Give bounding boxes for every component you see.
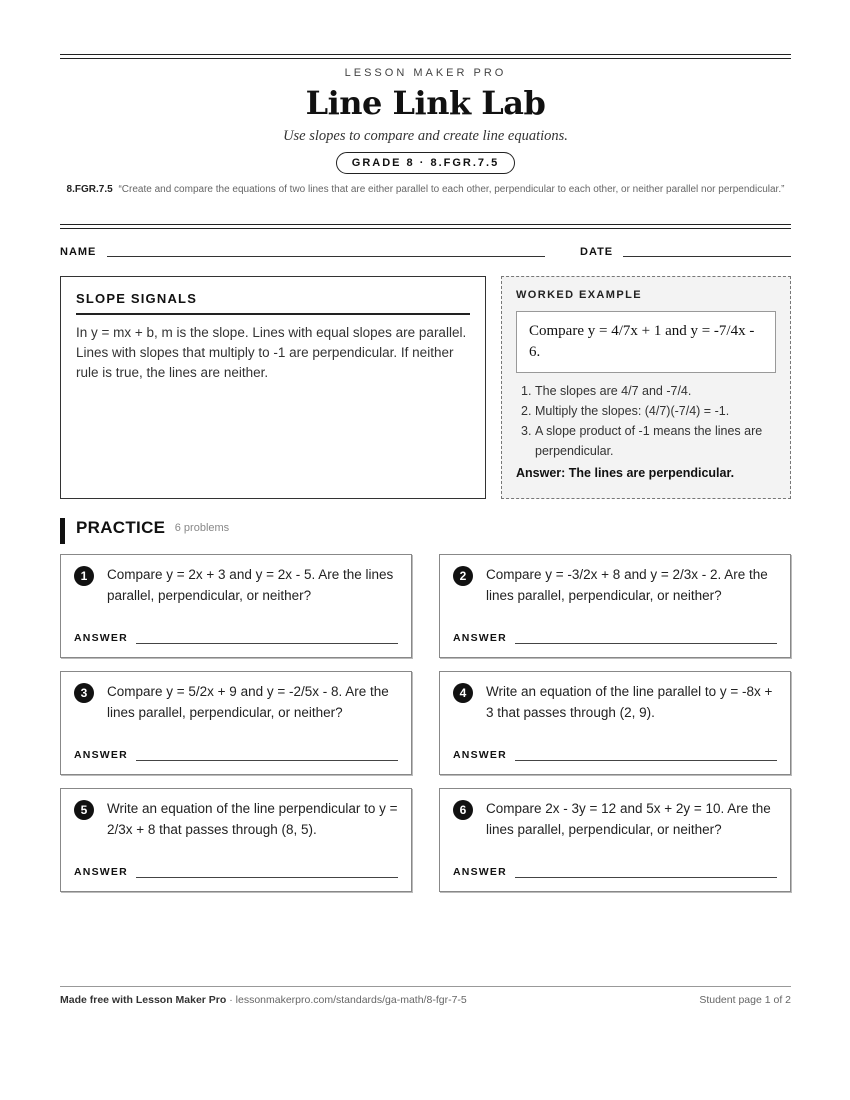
footer-divider xyxy=(60,986,791,987)
answer-label: ANSWER xyxy=(453,632,507,644)
worked-example-step: 3. A slope product of -1 means the lines are perpendicular. xyxy=(521,424,763,458)
problem-number-badge: 6 xyxy=(453,800,473,820)
name-date-row xyxy=(60,244,791,260)
answer-label: ANSWER xyxy=(74,749,128,761)
footer xyxy=(60,994,791,1006)
problem-card-1 xyxy=(60,554,412,658)
practice-title: PRACTICE xyxy=(76,518,166,537)
slope-signals-body: In y = mx + b, m is the slope. Lines with equal slopes are parallel. Lines with slopes that multiply to -1 are perpendicular. If neither rule is true, the lines are neither. xyxy=(76,325,467,380)
answer-field[interactable] xyxy=(515,760,777,761)
worked-example-heading: WORKED EXAMPLE xyxy=(516,289,642,301)
answer-label: ANSWER xyxy=(74,866,128,878)
slope-signals-box xyxy=(60,276,486,499)
answer-label: ANSWER xyxy=(453,749,507,761)
slope-signals-heading: SLOPE SIGNALS xyxy=(76,291,470,315)
brand-name: LESSON MAKER PRO xyxy=(344,67,507,79)
problem-number-badge: 3 xyxy=(74,683,94,703)
answer-field[interactable] xyxy=(136,877,398,878)
grade-badge: GRADE 8 · 8.FGR.7.5 xyxy=(336,152,515,174)
problem-card-4 xyxy=(439,671,791,775)
answer-label: ANSWER xyxy=(74,632,128,644)
problem-question: Write an equation of the line perpendicular to y = 2/3x + 8 that passes through (8, 5). xyxy=(107,801,398,837)
standard-text: “Create and compare the equations of two lines that are either parallel to each other, perpendicular to each other, or neither parallel nor perpendicular.” xyxy=(118,184,785,195)
worked-example-step: 1. The slopes are 4/7 and -7/4. xyxy=(521,384,692,398)
problem-question: Write an equation of the line parallel to y = -8x + 3 that passes through (2, 9). xyxy=(486,684,773,720)
problem-question: Compare y = 2x + 3 and y = 2x - 5. Are the lines parallel, perpendicular, or neither? xyxy=(107,567,394,603)
worked-example-step: 2. Multiply the slopes: (4/7)(-7/4) = -1. xyxy=(521,404,730,418)
problem-card-3 xyxy=(60,671,412,775)
problem-number-badge: 2 xyxy=(453,566,473,586)
answer-field[interactable] xyxy=(515,643,777,644)
header-bottom-double-rule xyxy=(60,224,791,229)
problem-question: Compare y = -3/2x + 8 and y = 2/3x - 2. Are the lines parallel, perpendicular, or neither? xyxy=(486,567,768,603)
standard-code: 8.FGR.7.5 xyxy=(66,184,113,195)
answer-field[interactable] xyxy=(136,643,398,644)
worksheet-page xyxy=(60,0,791,1100)
worked-example-answer: Answer: The lines are perpendicular. xyxy=(516,466,735,480)
footer-page-number: Student page 1 of 2 xyxy=(699,994,791,1006)
problem-card-5 xyxy=(60,788,412,892)
problem-question: Compare 2x - 3y = 12 and 5x + 2y = 10. Are the lines parallel, perpendicular, or neither? xyxy=(486,801,771,837)
practice-count: 6 problems xyxy=(174,522,230,534)
answer-label: ANSWER xyxy=(453,866,507,878)
worked-example-box xyxy=(501,276,791,499)
answer-field[interactable] xyxy=(515,877,777,878)
problem-number-badge: 5 xyxy=(74,800,94,820)
worked-example-steps xyxy=(516,381,776,461)
footer-url[interactable]: · lessonmakerpro.com/standards/ga-math/8-fgr-7-5 xyxy=(226,994,467,1006)
worksheet-subtitle: Use slopes to compare and create line equations. xyxy=(283,128,568,144)
name-field[interactable] xyxy=(107,256,545,257)
problem-question: Compare y = 5/2x + 9 and y = -2/5x - 8. Are the lines parallel, perpendicular, or neither? xyxy=(107,684,389,720)
answer-field[interactable] xyxy=(136,760,398,761)
date-label: DATE xyxy=(580,246,614,258)
name-label: NAME xyxy=(60,246,97,258)
top-double-rule xyxy=(60,54,791,59)
problem-number-badge: 4 xyxy=(453,683,473,703)
worksheet-title: Line Link Lab xyxy=(305,84,546,122)
worked-example-equation: Compare y = 4/7x + 1 and y = -7/4x - 6. xyxy=(516,311,776,373)
grade-badge-wrap xyxy=(60,152,791,174)
standard-description xyxy=(60,182,791,198)
footer-made-with: Made free with Lesson Maker Pro xyxy=(60,994,227,1006)
practice-header xyxy=(60,518,229,544)
problem-number-badge: 1 xyxy=(74,566,94,586)
problem-card-2 xyxy=(439,554,791,658)
date-field[interactable] xyxy=(623,256,791,257)
problem-card-6 xyxy=(439,788,791,892)
